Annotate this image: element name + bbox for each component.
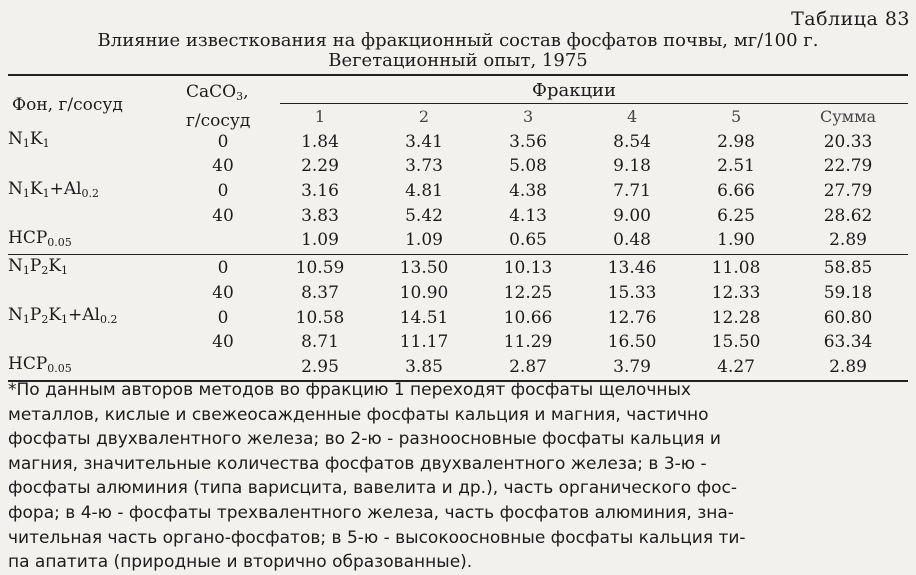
fraction-cell: 7.71	[613, 181, 651, 202]
fraction-cell: 10.59	[268, 254, 372, 282]
fraction-cell: 4.38	[509, 181, 547, 202]
table-subtitle: Вегетационный опыт, 1975	[328, 50, 588, 71]
fraction-cell: 2.51	[717, 156, 755, 177]
fon-cell	[8, 282, 178, 304]
fraction-cell: 14.51	[399, 307, 449, 328]
table-row	[8, 331, 908, 353]
caco3-cell: 40	[212, 332, 234, 353]
fraction-cell: 2.87	[476, 353, 580, 381]
column-header: 5	[730, 107, 742, 127]
column-header: Сумма	[819, 107, 877, 127]
fon-cell: $N_1K_1$	[8, 129, 50, 151]
fraction-cell: 9.00	[613, 205, 651, 226]
header-caco3-prefix: CaCO	[186, 82, 237, 102]
table-row	[8, 227, 908, 255]
fraction-cell: 3.85	[372, 353, 476, 381]
fraction-cell: 2.95	[268, 353, 372, 381]
fraction-cell: 12.28	[711, 307, 761, 328]
sum-cell: 60.80	[823, 307, 873, 328]
table-row	[8, 155, 908, 177]
fraction-cell: 3.56	[509, 131, 547, 152]
fon-cell	[8, 331, 178, 353]
fraction-cell: 0.48	[613, 230, 651, 251]
column-header: 4	[626, 107, 638, 127]
column-header: 2	[418, 107, 430, 127]
footnote-line: па апатита (природные и вторично образованные).	[8, 552, 473, 573]
header-fon: Фон, г/сосуд	[12, 95, 123, 115]
fraction-cell: 16.50	[607, 332, 657, 353]
caco3-cell: 0	[217, 131, 229, 152]
column-header: 1	[314, 107, 326, 127]
fraction-cell: 13.46	[580, 254, 684, 282]
phosphate-table	[8, 106, 908, 382]
column-header-row	[8, 106, 908, 128]
table-row	[8, 128, 908, 155]
footnote-line: фора; в 4-ю - фосфаты трехвалентного железа, часть фосфатов алюминия, зна-	[8, 502, 734, 523]
footnote-line: металлов, кислые и свежеосажденные фосфаты кальция и магния, частично	[8, 404, 709, 425]
footnote-line: чительная часть органо-фосфатов; в 5-ю - высокоосновные фосфаты кальция ти-	[8, 527, 746, 548]
header-caco3-suffix: ,	[243, 82, 249, 102]
table-title: Влияние известкования на фракционный состав фосфатов почвы, мг/100 г.	[97, 30, 819, 51]
fraction-cell: 2.98	[717, 131, 755, 152]
fraction-cell: 3.79	[580, 353, 684, 381]
sum-cell: 2.89	[829, 230, 867, 251]
caco3-cell	[178, 227, 268, 255]
sum-cell: 2.89	[788, 353, 908, 381]
sum-cell: 28.62	[823, 205, 873, 226]
fraction-cell: 10.66	[503, 307, 553, 328]
fraction-cell: 11.08	[684, 254, 788, 282]
table-number: Таблица 83	[791, 8, 910, 30]
fraction-cell: 1.84	[301, 131, 339, 152]
fon-cell	[8, 155, 178, 177]
caco3-cell: 40	[212, 156, 234, 177]
fraction-cell: 6.25	[717, 205, 755, 226]
footnote-line: фосфаты алюминия (типа варисцита, вавелита и др.), часть органического фос-	[8, 478, 738, 499]
fon-cell	[8, 205, 178, 227]
footnote-line: фосфаты двухвалентного железа; во 2-ю - разноосновные фосфаты кальция и	[8, 429, 721, 450]
fraction-cell: 10.58	[295, 307, 345, 328]
fon-cell: $N_1P_2K_1+Al_{0.2}$	[8, 305, 118, 327]
fraction-cell: 12.33	[711, 283, 761, 304]
footnote-line: *По данным авторов методов во фракцию 1 переходят фосфаты щелочных	[8, 380, 691, 400]
fraction-cell: 3.73	[405, 156, 443, 177]
fon-cell: $N_1P_2K_1$	[8, 254, 178, 282]
header-fractions: Фракции	[532, 80, 617, 101]
fraction-cell: 12.76	[607, 307, 657, 328]
footnote-line: магния, значительные количества фосфатов двухвалентного железа; в 3-ю -	[8, 453, 707, 474]
fraction-cell: 3.16	[301, 181, 339, 202]
caco3-cell: 40	[212, 205, 234, 226]
sum-cell: 59.18	[823, 283, 873, 304]
caco3-cell: 0	[217, 181, 229, 202]
header-caco3-sub: 3	[236, 90, 244, 103]
top-rule	[8, 74, 908, 76]
fraction-cell: 12.25	[503, 283, 553, 304]
fraction-cell: 4.81	[405, 181, 443, 202]
fraction-cell: 6.66	[717, 181, 755, 202]
footnote	[8, 378, 908, 575]
fractions-underline	[280, 103, 908, 104]
fraction-cell: 1.09	[301, 230, 339, 251]
fraction-cell: 8.54	[613, 131, 651, 152]
fraction-cell: 1.90	[717, 230, 755, 251]
table-body	[8, 128, 908, 381]
fraction-cell: 5.08	[509, 156, 547, 177]
fraction-cell: 3.41	[405, 131, 443, 152]
sum-cell: 27.79	[823, 181, 873, 202]
sum-cell: 22.79	[823, 156, 873, 177]
table-row	[8, 304, 908, 331]
fraction-cell: 0.65	[509, 230, 547, 251]
fon-cell: $N_1K_1+Al_{0.2}$	[8, 178, 100, 200]
fraction-cell: 5.42	[405, 205, 443, 226]
fon-cell: $НСР_{0.05}$	[8, 227, 72, 249]
table-row	[8, 282, 908, 304]
fraction-cell: 8.37	[301, 283, 339, 304]
sum-cell: 20.33	[823, 131, 873, 152]
caco3-cell: 0	[178, 254, 268, 282]
fraction-cell: 8.71	[301, 332, 339, 353]
caco3-cell: 40	[212, 283, 234, 304]
table-row	[8, 254, 908, 282]
fraction-cell: 10.13	[476, 254, 580, 282]
caco3-cell: 0	[217, 307, 229, 328]
fraction-cell: 15.50	[711, 332, 761, 353]
fraction-cell: 9.18	[613, 156, 651, 177]
fraction-cell: 11.29	[503, 332, 553, 353]
column-header: 3	[522, 107, 534, 127]
fraction-cell: 3.83	[301, 205, 339, 226]
fon-cell: $НСР_{0.05}$	[8, 353, 178, 381]
fraction-cell: 15.33	[607, 283, 657, 304]
fraction-cell: 1.09	[405, 230, 443, 251]
sum-cell: 63.34	[823, 332, 873, 353]
fraction-cell: 13.50	[372, 254, 476, 282]
header-caco3-unit: г/сосуд	[186, 111, 251, 131]
fraction-cell: 11.17	[399, 332, 449, 353]
fraction-cell: 4.13	[509, 205, 547, 226]
fraction-cell: 10.90	[399, 283, 449, 304]
table-row	[8, 178, 908, 205]
fraction-cell: 4.27	[684, 353, 788, 381]
table-row	[8, 205, 908, 227]
sum-cell: 58.85	[788, 254, 908, 282]
fraction-cell: 2.29	[301, 156, 339, 177]
